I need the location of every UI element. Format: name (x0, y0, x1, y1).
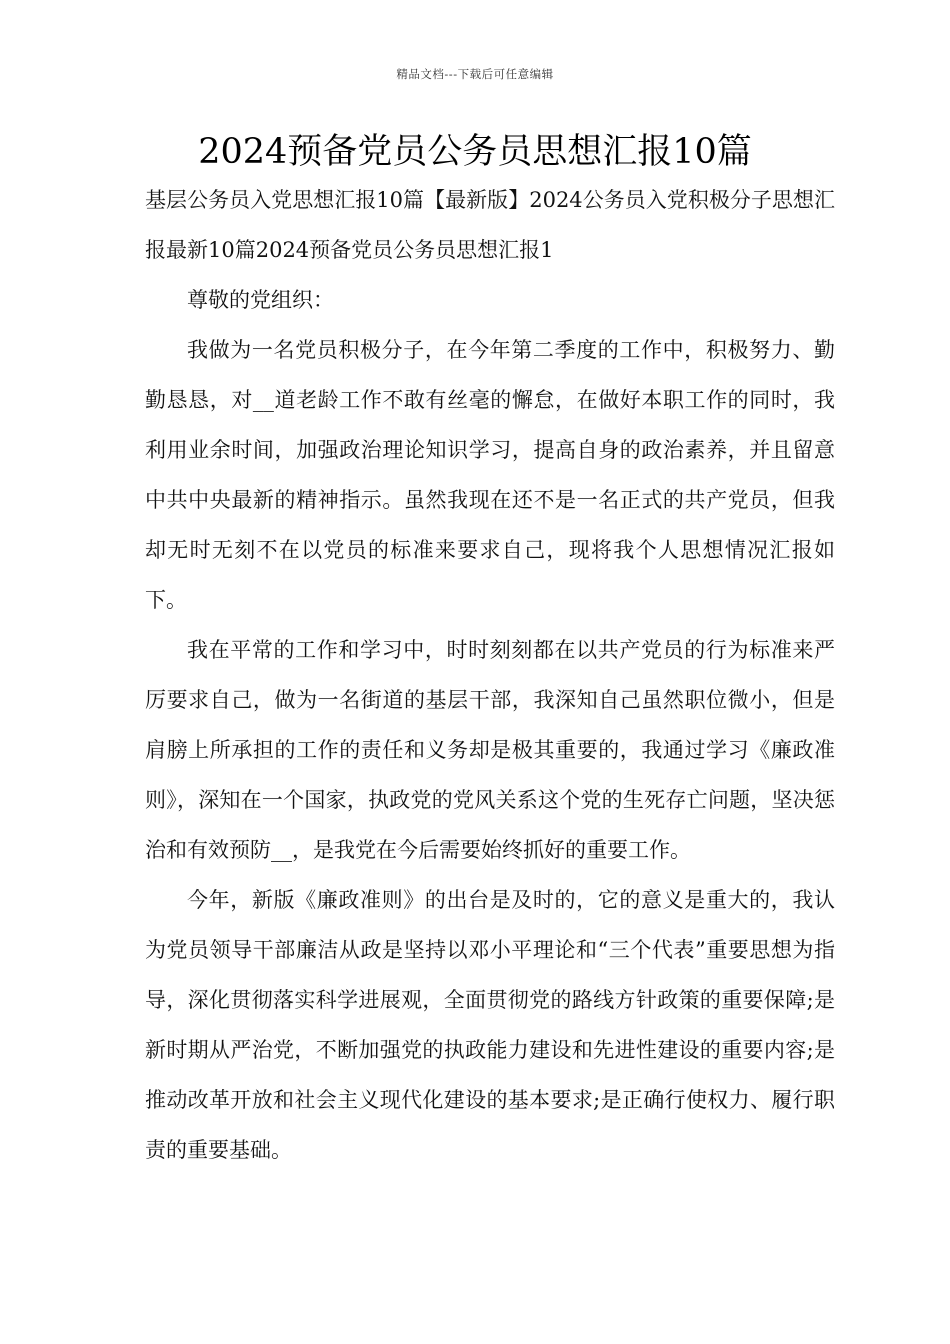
salutation: 尊敬的党组织： (187, 288, 334, 312)
body-paragraph-1: 我做为一名党员积极分子，在今年第二季度的工作中，积极努力、勤勤恳恳，对__道老龄工作不敢有丝毫的懈怠，在做好本职工作的同时，我利用业余时间，加强政治理论知识学习，提高自身的政治素养，并且留意中共中央最新的精神指示。虽然我现在还不是一名正式的共产党员，但我却无时无刻不在以党员的标准来要求自己，现将我个人思想情况汇报如下。 (145, 338, 835, 612)
body-paragraph-3: 今年，新版《廉政准则》的出台是及时的，它的意义是重大的，我认为党员领导干部廉洁从政是坚持以邓小平理论和“三个代表”重要思想为指导，深化贯彻落实科学进展观，全面贯彻党的路线方针政策的重要保障;是新时期从严治党，不断加强党的执政能力建设和先进性建设的重要内容;是推动改革开放和社会主义现代化建设的基本要求;是正确行使权力、履行职责的重要基础。 (145, 888, 835, 1162)
intro-paragraph: 基层公务员入党思想汇报10篇【最新版】2024公务员入党积极分子思想汇报最新10篇2024预备党员公务员思想汇报1 (145, 188, 835, 262)
document-title: 2024预备党员公务员思想汇报10篇 (198, 132, 752, 172)
body-paragraph-2: 我在平常的工作和学习中，时时刻刻都在以共产党员的行为标准来严厉要求自己，做为一名街道的基层干部，我深知自己虽然职位微小，但是肩膀上所承担的工作的责任和义务却是极其重要的，我通过学习《廉政准则》，深知在一个国家，执政党的党风关系这个党的生死存亡问题，坚决惩治和有效预防__，是我党在今后需要始终抓好的重要工作。 (145, 638, 835, 862)
document-body (145, 175, 835, 1175)
header-note: 精品文档---下载后可任意编辑 (396, 67, 554, 81)
